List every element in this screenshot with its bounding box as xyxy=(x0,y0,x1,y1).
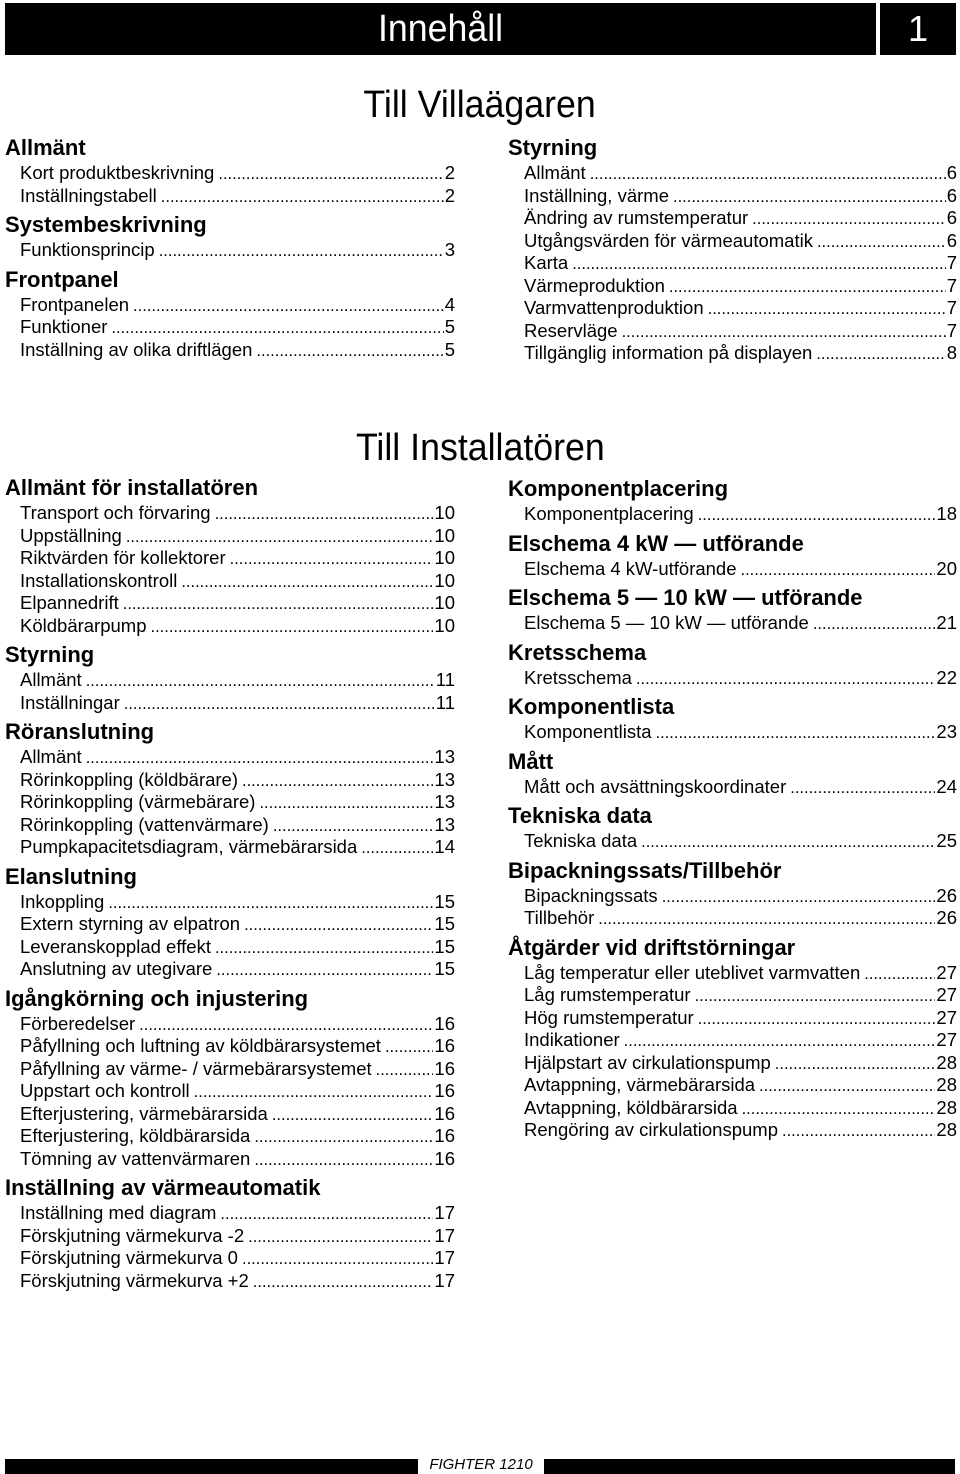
dot-leader xyxy=(860,963,935,986)
dot-leader xyxy=(691,985,936,1008)
toc-section xyxy=(5,718,455,859)
dot-leader xyxy=(212,959,433,982)
dot-leader xyxy=(157,186,444,209)
toc-entry-label: Rörinkoppling (värmebärare) xyxy=(20,791,256,812)
toc-entry-label: Funktionsprincip xyxy=(20,239,155,260)
dot-leader xyxy=(252,340,443,363)
dot-leader xyxy=(249,1271,434,1294)
dot-leader xyxy=(632,668,935,691)
toc-entry-label: Låg temperatur eller uteblivet varmvatten xyxy=(524,961,861,983)
dot-leader xyxy=(119,593,434,616)
toc-section xyxy=(508,802,957,853)
toc-entry xyxy=(508,667,957,690)
toc-section xyxy=(5,863,455,981)
toc-entry-label: Installationskontroll xyxy=(20,569,178,591)
toc-entry-page-number: 10 xyxy=(434,524,455,546)
toc-section xyxy=(508,934,957,1142)
toc-column-right-villaagaren xyxy=(508,134,957,365)
toc-entry-page-number: 28 xyxy=(936,1096,957,1118)
toc-entry-page-number: 7 xyxy=(946,274,957,296)
toc-section xyxy=(508,693,957,744)
toc-section-heading: Elanslutning xyxy=(5,863,137,889)
dot-leader xyxy=(357,837,433,860)
toc-entry-page-number: 17 xyxy=(434,1247,455,1268)
toc-entry xyxy=(508,776,957,799)
toc-entry-page-number: 6 xyxy=(946,184,957,206)
toc-entry-page-number: 15 xyxy=(434,958,455,979)
toc-entry-label: Frontpanelen xyxy=(20,293,130,315)
toc-entry-page-number: 16 xyxy=(434,1057,455,1079)
page-title xyxy=(5,3,876,55)
toc-section-heading: Tekniska data xyxy=(508,803,652,828)
toc-entry xyxy=(508,612,957,635)
toc-entry-label: Förskjutning värmekurva 0 xyxy=(20,1247,238,1268)
dot-leader xyxy=(129,295,444,318)
toc-entry-page-number: 27 xyxy=(936,1029,957,1050)
toc-entry-label: Uppstart och kontroll xyxy=(20,1080,190,1101)
toc-entry-label: Anslutning av utegivare xyxy=(20,958,213,979)
toc-entry-page-number: 5 xyxy=(444,316,455,337)
toc-entry-page-number: 2 xyxy=(444,184,455,206)
toc-entry-page-number: 17 xyxy=(434,1202,455,1223)
toc-entry xyxy=(508,207,957,230)
toc-entry xyxy=(508,252,957,275)
toc-entry-label: Påfyllning och luftning av köldbärarsystemet xyxy=(20,1035,381,1056)
toc-entry-label: Ändring av rumstemperatur xyxy=(524,207,749,228)
toc-entry-page-number: 3 xyxy=(444,239,455,260)
toc-entry-page-number: 25 xyxy=(936,830,957,851)
dot-leader xyxy=(372,1059,434,1082)
toc-entry xyxy=(5,1148,455,1171)
toc-entry-page-number: 16 xyxy=(434,1102,455,1124)
toc-entry-page-number: 6 xyxy=(946,229,957,251)
toc-entry-page-number: 21 xyxy=(936,612,957,633)
dot-leader xyxy=(269,815,434,838)
toc-entry xyxy=(5,1125,455,1148)
toc-entry-page-number: 27 xyxy=(936,984,957,1005)
toc-entry-label: Inställningstabell xyxy=(20,184,157,206)
dot-leader xyxy=(82,670,435,693)
dot-leader xyxy=(748,208,946,231)
toc-entry-page-number: 16 xyxy=(434,1012,455,1034)
toc-entry-label: Varmvattenproduktion xyxy=(524,297,704,318)
toc-entry-page-number: 5 xyxy=(444,338,455,360)
dot-leader xyxy=(120,693,435,716)
toc-entry xyxy=(508,830,957,853)
toc-entry-label: Avtappning, värmebärarsida xyxy=(524,1074,756,1095)
dot-leader xyxy=(255,792,433,815)
toc-entry xyxy=(5,1080,455,1103)
toc-entry-page-number: 11 xyxy=(435,691,455,713)
toc-section-heading: Inställning av värmeautomatik xyxy=(5,1175,321,1200)
dot-leader xyxy=(216,1203,433,1226)
toc-entry-label: Bipackningssats xyxy=(524,884,658,906)
dot-leader xyxy=(778,1120,935,1143)
dot-leader xyxy=(250,1149,433,1172)
toc-entry xyxy=(508,162,957,185)
toc-entry-page-number: 17 xyxy=(434,1224,455,1246)
toc-section xyxy=(508,584,957,635)
toc-entry-label: Inställning, värme xyxy=(524,184,669,206)
toc-entry xyxy=(508,1052,957,1075)
toc-section xyxy=(508,475,957,526)
toc-entry xyxy=(5,836,455,859)
toc-entry-page-number: 11 xyxy=(435,669,455,690)
dot-leader xyxy=(240,914,433,937)
toc-section-heading: Igångkörning och injustering xyxy=(5,985,309,1011)
toc-entry xyxy=(5,185,455,208)
toc-entry-page-number: 8 xyxy=(946,342,957,363)
toc-entry-page-number: 20 xyxy=(936,557,957,579)
dot-leader xyxy=(813,231,946,254)
toc-entry xyxy=(508,907,957,930)
dot-leader xyxy=(268,1104,434,1127)
dot-leader xyxy=(658,886,936,909)
dot-leader xyxy=(620,1030,936,1053)
toc-section-heading: Åtgärder vid driftstörningar xyxy=(508,934,796,960)
toc-entry-page-number: 6 xyxy=(946,162,957,183)
toc-entry-label: Tillgänglig information på displayen xyxy=(524,342,813,363)
toc-entry-label: Pumpkapacitetsdiagram, värmebärarsida xyxy=(20,836,358,857)
toc-column-left-villaagaren xyxy=(5,134,455,361)
dot-leader xyxy=(737,559,936,582)
toc-entry-label: Komponentplacering xyxy=(524,503,694,524)
dot-leader xyxy=(594,908,935,931)
dot-leader xyxy=(177,571,433,594)
toc-entry xyxy=(5,1058,455,1081)
toc-section xyxy=(5,474,455,637)
toc-entry-label: Tekniska data xyxy=(524,830,638,851)
toc-entry xyxy=(5,791,455,814)
dot-leader xyxy=(738,1098,936,1121)
toc-entry xyxy=(5,615,455,638)
dot-leader xyxy=(786,777,935,800)
toc-section-heading: Frontpanel xyxy=(5,266,119,292)
toc-section xyxy=(508,857,957,930)
dot-leader xyxy=(238,770,433,793)
toc-entry xyxy=(508,185,957,208)
toc-section-heading: Allmänt xyxy=(5,135,86,160)
toc-section-heading: Komponentlista xyxy=(508,694,675,719)
toc-section-heading: Röranslutning xyxy=(5,719,155,744)
toc-entry-label: Rörinkoppling (köldbärare) xyxy=(20,768,238,790)
toc-entry xyxy=(5,746,455,769)
toc-entry-label: Inställning av olika driftlägen xyxy=(20,338,253,360)
dot-leader xyxy=(238,1248,433,1271)
toc-entry xyxy=(5,814,455,837)
dot-leader xyxy=(809,613,936,636)
toc-entry-page-number: 23 xyxy=(936,721,957,742)
toc-section xyxy=(5,1174,455,1292)
toc-entry-label: Komponentlista xyxy=(524,721,652,742)
toc-entry-label: Efterjustering, värmebärarsida xyxy=(20,1102,268,1124)
toc-entry xyxy=(508,1119,957,1142)
toc-entry xyxy=(508,320,957,343)
toc-entry-page-number: 16 xyxy=(434,1125,455,1146)
toc-entry xyxy=(5,692,455,715)
toc-entry-label: Hjälpstart av cirkulationspump xyxy=(524,1051,771,1073)
toc-entry-page-number: 13 xyxy=(434,768,455,790)
toc-entry-label: Indikationer xyxy=(524,1029,620,1050)
toc-section-heading: Systembeskrivning xyxy=(5,212,207,237)
toc-entry-label: Mått och avsättningskoordinater xyxy=(524,775,787,797)
toc-entry-page-number: 28 xyxy=(936,1074,957,1095)
toc-entry-label: Inställningar xyxy=(20,691,120,713)
toc-entry xyxy=(5,1270,455,1293)
toc-entry-page-number: 10 xyxy=(434,592,455,613)
toc-column-right-installatoren xyxy=(508,475,957,1142)
toc-entry-page-number: 6 xyxy=(946,207,957,228)
dot-leader xyxy=(669,186,946,209)
part-title-villaagaren-text: Till Villaägaren xyxy=(363,84,597,126)
toc-entry-label: Allmänt xyxy=(20,669,82,690)
header-bar xyxy=(5,3,876,55)
dot-leader xyxy=(104,892,433,915)
toc-entry-label: Rörinkoppling (vattenvärmare) xyxy=(20,813,269,835)
toc-entry-page-number: 7 xyxy=(946,297,957,318)
dot-leader xyxy=(694,1008,936,1031)
toc-entry xyxy=(508,1074,957,1097)
toc-section-heading: Elschema 4 kW — utförande xyxy=(508,530,804,556)
dot-leader xyxy=(652,722,936,745)
toc-entry-page-number: 7 xyxy=(946,319,957,341)
toc-entry-page-number: 10 xyxy=(434,502,455,523)
toc-section xyxy=(508,748,957,799)
dot-leader xyxy=(586,163,946,186)
toc-entry xyxy=(5,294,455,317)
toc-entry xyxy=(508,558,957,581)
toc-entry-label: Rengöring av cirkulationspump xyxy=(524,1119,778,1140)
toc-entry-label: Elpannedrift xyxy=(20,592,119,613)
toc-entry-label: Tömning av vattenvärmaren xyxy=(20,1147,251,1169)
toc-entry xyxy=(508,1097,957,1120)
dot-leader xyxy=(771,1053,936,1076)
toc-entry-page-number: 15 xyxy=(434,913,455,934)
toc-entry-label: Inställning med diagram xyxy=(20,1202,217,1223)
toc-section xyxy=(5,211,455,262)
toc-column-left-installatoren xyxy=(5,474,455,1292)
dot-leader xyxy=(190,1081,434,1104)
dot-leader xyxy=(122,526,434,549)
toc-entry xyxy=(5,1103,455,1126)
toc-entry-label: Riktvärden för kollektorer xyxy=(20,547,226,568)
toc-entry-label: Hög rumstemperatur xyxy=(524,1006,694,1028)
toc-entry-label: Reservläge xyxy=(524,319,618,341)
toc-entry-page-number: 15 xyxy=(434,890,455,912)
toc-section xyxy=(508,134,957,365)
toc-entry-page-number: 26 xyxy=(936,907,957,928)
toc-entry xyxy=(5,239,455,262)
toc-entry-label: Karta xyxy=(524,252,569,273)
toc-entry-page-number: 13 xyxy=(434,746,455,767)
dot-leader xyxy=(694,504,936,527)
toc-entry xyxy=(5,1035,455,1058)
toc-entry-page-number: 14 xyxy=(434,836,455,857)
dot-leader xyxy=(755,1075,935,1098)
toc-entry-page-number: 16 xyxy=(434,1035,455,1056)
toc-entry-label: Tillbehör xyxy=(524,907,595,928)
toc-entry-label: Låg rumstemperatur xyxy=(524,984,691,1005)
toc-entry xyxy=(5,1013,455,1036)
dot-leader xyxy=(211,503,434,526)
toc-entry-label: Transport och förvaring xyxy=(20,502,211,523)
footer-product-name: FIGHTER 1210 xyxy=(418,1456,544,1474)
toc-entry-label: Påfyllning av värme- / värmebärarsystemet xyxy=(20,1057,372,1079)
toc-entry-page-number: 18 xyxy=(936,503,957,524)
toc-section xyxy=(5,641,455,714)
toc-entry-label: Köldbärarpump xyxy=(20,614,147,636)
toc-entry-page-number: 24 xyxy=(936,775,957,797)
toc-entry-label: Förberedelser xyxy=(20,1012,136,1034)
toc-entry-label: Uppställning xyxy=(20,524,122,546)
dot-leader xyxy=(812,343,945,366)
dot-leader xyxy=(665,276,946,299)
toc-entry-label: Värmeproduktion xyxy=(524,274,665,296)
toc-entry-page-number: 26 xyxy=(936,884,957,906)
toc-section-heading: Mått xyxy=(508,748,554,774)
toc-entry-label: Förskjutning värmekurva +2 xyxy=(20,1269,249,1291)
toc-entry-label: Efterjustering, köldbärarsida xyxy=(20,1125,251,1146)
toc-entry-label: Utgångsvärden för värmeautomatik xyxy=(524,229,813,251)
dot-leader xyxy=(214,163,443,186)
dot-leader xyxy=(211,937,433,960)
toc-section-heading: Komponentplacering xyxy=(508,476,729,501)
toc-entry-page-number: 28 xyxy=(936,1051,957,1073)
toc-entry xyxy=(5,592,455,615)
toc-entry xyxy=(508,962,957,985)
toc-entry xyxy=(508,297,957,320)
toc-section-heading: Styrning xyxy=(508,135,598,160)
dot-leader xyxy=(107,317,443,340)
dot-leader xyxy=(135,1014,433,1037)
toc-entry xyxy=(5,1225,455,1248)
dot-leader xyxy=(637,831,935,854)
toc-entry-label: Elschema 5 — 10 kW — utförande xyxy=(524,612,809,633)
toc-entry xyxy=(508,984,957,1007)
toc-entry-page-number: 10 xyxy=(434,547,455,568)
toc-entry-label: Funktioner xyxy=(20,316,108,337)
page-title-text: Innehåll xyxy=(377,8,504,50)
toc-entry-page-number: 15 xyxy=(434,935,455,957)
toc-entry xyxy=(5,339,455,362)
dot-leader xyxy=(250,1126,433,1149)
toc-entry-label: Förskjutning värmekurva -2 xyxy=(20,1224,245,1246)
toc-entry xyxy=(5,316,455,339)
toc-entry xyxy=(5,570,455,593)
toc-entry xyxy=(5,891,455,914)
toc-entry xyxy=(5,1247,455,1270)
toc-entry-label: Elschema 4 kW-utförande xyxy=(524,557,737,579)
toc-entry-label: Avtappning, köldbärarsida xyxy=(524,1096,738,1118)
toc-entry-page-number: 27 xyxy=(936,1006,957,1028)
toc-entry xyxy=(5,958,455,981)
dot-leader xyxy=(82,747,434,770)
toc-section xyxy=(508,639,957,690)
dot-leader xyxy=(244,1226,433,1249)
toc-section xyxy=(5,985,455,1171)
dot-leader xyxy=(147,616,434,639)
part-title-installatoren xyxy=(0,427,960,469)
dot-leader xyxy=(226,548,434,571)
toc-entry xyxy=(508,275,957,298)
toc-entry xyxy=(5,162,455,185)
toc-entry xyxy=(5,525,455,548)
toc-section-heading: Allmänt för installatören xyxy=(5,475,259,500)
toc-entry-page-number: 13 xyxy=(434,791,455,812)
toc-entry-page-number: 4 xyxy=(444,293,455,315)
toc-entry xyxy=(508,721,957,744)
toc-entry-page-number: 22 xyxy=(936,666,957,688)
page-number-box: 1 xyxy=(880,3,956,55)
toc-entry-label: Allmänt xyxy=(20,746,82,767)
toc-entry xyxy=(5,1202,455,1225)
toc-entry xyxy=(508,1007,957,1030)
toc-entry-page-number: 7 xyxy=(946,252,957,273)
toc-section xyxy=(5,134,455,207)
toc-section-heading: Elschema 5 — 10 kW — utförande xyxy=(508,585,863,610)
toc-entry-label: Inkoppling xyxy=(20,890,105,912)
toc-entry-label: Kretsschema xyxy=(524,666,632,688)
toc-section-heading: Bipackningssats/Tillbehör xyxy=(508,857,782,883)
toc-entry xyxy=(5,936,455,959)
dot-leader xyxy=(381,1036,433,1059)
toc-entry xyxy=(5,769,455,792)
toc-section xyxy=(5,266,455,362)
toc-entry xyxy=(508,342,957,365)
toc-entry-label: Allmänt xyxy=(524,162,586,183)
toc-entry xyxy=(508,503,957,526)
part-title-villaagaren xyxy=(0,84,960,126)
dot-leader xyxy=(568,253,945,276)
toc-entry-page-number: 10 xyxy=(434,614,455,636)
toc-section-heading: Kretsschema xyxy=(508,639,647,665)
dot-leader xyxy=(704,298,946,321)
toc-entry xyxy=(5,502,455,525)
toc-entry xyxy=(5,669,455,692)
toc-entry-label: Leveranskopplad effekt xyxy=(20,935,211,957)
toc-section-heading: Styrning xyxy=(5,642,95,667)
toc-entry xyxy=(5,913,455,936)
toc-entry-page-number: 10 xyxy=(434,569,455,591)
toc-entry-page-number: 2 xyxy=(444,162,455,183)
toc-entry-page-number: 13 xyxy=(434,813,455,835)
part-title-installatoren-text: Till Installatören xyxy=(355,427,605,469)
toc-entry-label: Kort produktbeskrivning xyxy=(20,162,215,183)
toc-entry-page-number: 16 xyxy=(434,1080,455,1101)
toc-entry-page-number: 27 xyxy=(936,961,957,983)
toc-entry xyxy=(508,1029,957,1052)
toc-entry xyxy=(508,885,957,908)
toc-entry xyxy=(5,547,455,570)
toc-entry-label: Extern styrning av elpatron xyxy=(20,913,241,934)
toc-entry-page-number: 28 xyxy=(936,1119,957,1140)
toc-entry-page-number: 17 xyxy=(434,1269,455,1291)
toc-section xyxy=(508,530,957,581)
toc-entry-page-number: 16 xyxy=(434,1147,455,1169)
dot-leader xyxy=(155,240,444,263)
dot-leader xyxy=(618,321,946,344)
toc-entry xyxy=(508,230,957,253)
